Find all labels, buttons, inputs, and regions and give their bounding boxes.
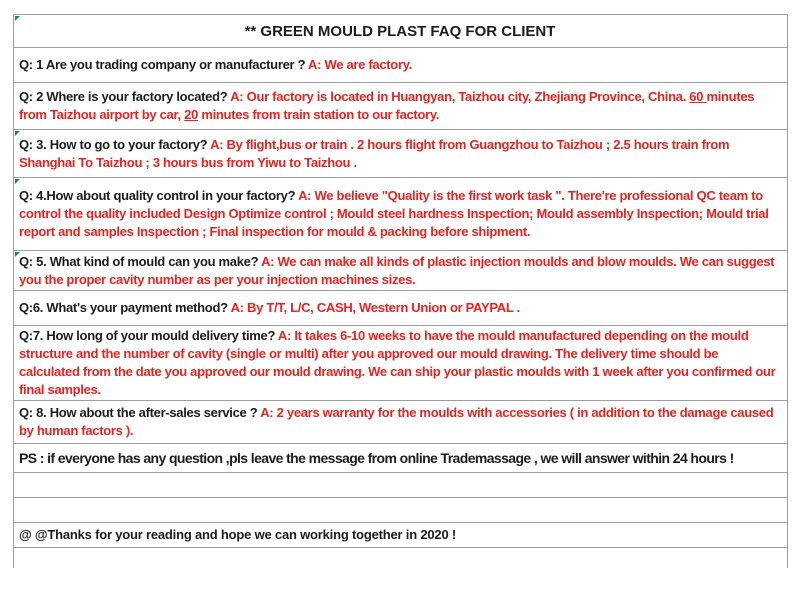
faq-row-text [19,327,781,399]
question-text: Q: 3. How to go to your factory? [19,136,211,152]
faq-row-q6 [13,291,788,326]
question-text: Q:6. What's your payment method? [19,300,231,315]
answer-text: 20 [184,107,199,122]
faq-row-q3 [13,130,788,178]
question-text: Q: 8. How about the after-sales service ? [19,405,261,420]
faq-row-text [19,187,781,241]
faq-row-text [19,526,456,544]
faq-row-text [19,56,412,74]
faq-row-thanks [13,523,788,548]
question-text: Q: 2 Where is your factory located? [19,89,231,104]
faq-row-q4 [13,178,788,251]
question-text: @ @Thanks for your reading and hope we can working together in 2020 ! [19,527,457,542]
faq-row-q5 [13,251,788,291]
page-title: ** GREEN MOULD PLAST FAQ FOR CLIENT [244,22,556,40]
error-indicator-icon [15,252,20,257]
question-text: Q: 4.How about quality control in your factory? [19,188,299,203]
faq-row-text [19,253,781,289]
question-text: Q: 1 Are you trading company or manufacturer ? [19,57,309,72]
answer-text: minutes from Taizhou airport by car, [19,89,755,122]
faq-row-q8 [13,401,788,444]
faq-row-empty2 [13,498,788,523]
faq-row-q2 [13,83,788,130]
answer-text: 60 [689,89,707,104]
question-text: Q: 5. What kind of mould can you make? [19,253,262,269]
answer-text: A: It takes 6-10 weeks to have the mould manufactured depending on the mould structure and the number of cavity (single or multi) after you approved our mould drawing. The delivery time should be calculated from the date you approved our mould drawing. We can ship your plastic moulds with 1 week after you confirmed our final samples. [19,328,776,397]
faq-row-text [19,136,781,172]
question-text: PS : if everyone has any question ,pls leave the message from online Trademassage , we will answer within 24 hours ! [19,450,734,466]
faq-row-text [19,404,781,440]
faq-row-ps [13,444,788,473]
faq-table [13,14,788,568]
error-indicator-icon [15,179,20,184]
answer-text: A: We are factory. [308,57,412,72]
answer-text: A: We can make all kinds of plastic injection moulds and blow moulds. We can suggest you the proper cavity number as per your injection machines sizes. [19,253,775,287]
faq-row-tail [13,548,788,568]
faq-row-text [19,299,520,317]
answer-text: A: 2 years warranty for the moulds with accessories ( in addition to the damage caused by human factors ). [19,405,774,438]
faq-row-text [19,88,781,124]
answer-text: A: By flight,bus or train . 2 hours flight from Guangzhou to Taizhou ; 2.5 hours train from Shanghai To Taizhou ; 3 hours bus from Yiwu to Taizhou . [19,136,730,170]
answer-text: minutes from train station to our factory. [198,107,440,122]
error-indicator-icon [15,131,20,136]
error-indicator-icon [15,16,20,21]
faq-row-empty1 [13,473,788,498]
question-text: Q:7. How long of your mould delivery time? [19,328,278,343]
answer-text: A: We believe "Quality is the first work task ". There're professional QC team to control the quality included Design Optimize control ; Mould steel hardness Inspection; Mould assembly Inspection; Mould trial report and samples Inspection ; Final inspection for mould & packing before shipment. [19,188,769,239]
faq-row-q7 [13,326,788,401]
faq-row-text [19,449,734,467]
faq-rows [13,48,788,568]
answer-text: A: By T/T, L/C, CASH, Western Union or PAYPAL . [230,300,520,315]
faq-title-row [13,15,788,48]
faq-row-q1 [13,48,788,83]
answer-text: A: Our factory is located in Huangyan, Taizhou city, Zhejiang Province, China. [230,89,690,104]
